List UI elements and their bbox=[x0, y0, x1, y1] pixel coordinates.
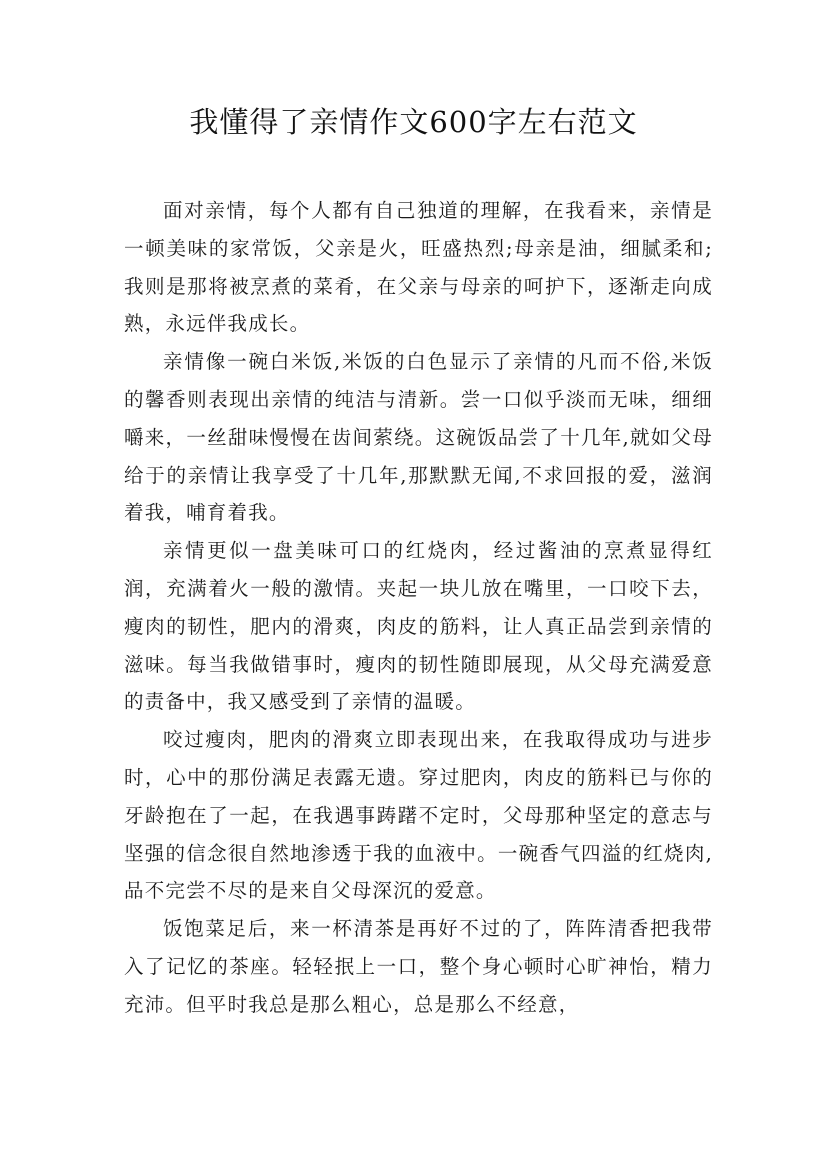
document-title: 我懂得了亲情作文600字左右范文 bbox=[189, 105, 638, 139]
paragraph-3: 亲情更似一盘美味可口的红烧肉，经过酱油的烹煮显得红润，充满着火一般的激情。夹起一块儿放在嘴里，一口咬下去，瘦肉的韧性，肥内的滑爽，肉皮的筋料，让人真正品尝到亲情的滋味。每当我做错事时，瘦肉的韧性随即展现，从父母充满爱意的责备中，我又感受到了亲情的温暖。 bbox=[124, 539, 713, 714]
paragraph-5: 饭饱菜足后，来一杯清茶是再好不过的了，阵阵清香把我带入了记忆的茶座。轻轻抿上一口，整个身心顿时心旷神怡，精力充沛。但平时我总是那么粗心，总是那么不经意， bbox=[124, 917, 713, 1016]
paragraph-2: 亲情像一碗白米饭,米饭的白色显示了亲情的凡而不俗,米饭的馨香则表现出亲情的纯洁与清新。尝一口似乎淡而无味，细细嚼来，一丝甜味慢慢在齿间萦绕。这碗饭品尝了十几年,就如父母给于的亲情让我享受了十几年,那默默无闻,不求回报的爱，滋润着我，哺育着我。 bbox=[124, 350, 713, 525]
paragraph-1: 面对亲情，每个人都有自己独道的理解，在我看来，亲情是一顿美味的家常饭，父亲是火，旺盛热烈;母亲是油，细腻柔和;我则是那将被烹煮的菜肴，在父亲与母亲的呵护下，逐渐走向成熟，永远伴我成长。 bbox=[124, 199, 713, 336]
document-body bbox=[124, 192, 713, 1024]
paragraph-4: 咬过瘦肉，肥肉的滑爽立即表现出来，在我取得成功与进步时，心中的那份满足表露无遗。穿过肥肉，肉皮的筋料已与你的牙龄抱在了一起，在我遇事踌躇不定时，父母那种坚定的意志与坚强的信念很自然地渗透于我的血液中。一碗香气四溢的红烧肉,品不完尝不尽的是来自父母深沉的爱意。 bbox=[124, 728, 713, 903]
